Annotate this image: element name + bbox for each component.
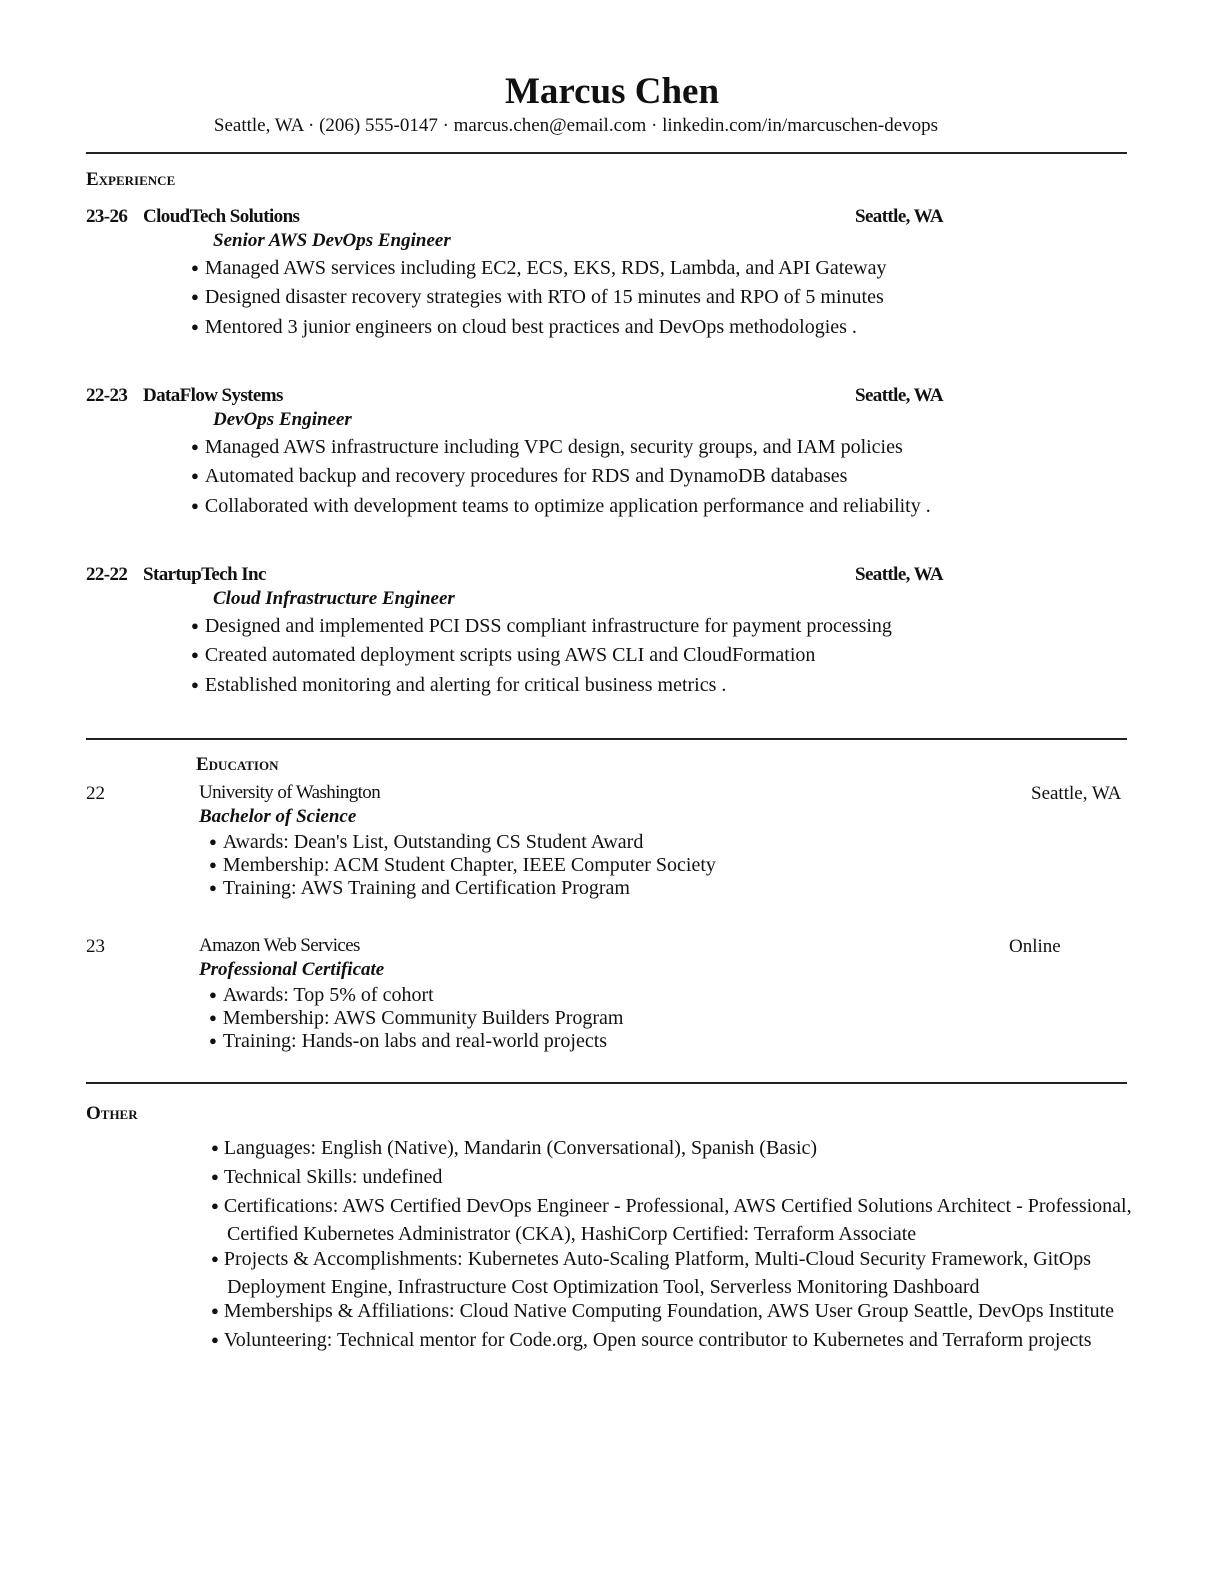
education-degree: Professional Certificate (199, 959, 385, 980)
job-bullet: ● Collaborated with development teams to optimize application performance and reliability . (191, 494, 931, 520)
education-bullet: ● Membership: ACM Student Chapter, IEEE Computer Society (209, 853, 716, 879)
job-role: Senior AWS DevOps Engineer (213, 230, 451, 251)
education-bullet: ● Awards: Dean's List, Outstanding CS Student Award (209, 830, 643, 856)
job-bullet: ● Managed AWS services including EC2, ECS, EKS, RDS, Lambda, and API Gateway (191, 256, 887, 282)
education-bullet: ● Training: Hands-on labs and real-world projects (209, 1029, 607, 1055)
education-degree: Bachelor of Science (199, 806, 357, 827)
job-role: Cloud Infrastructure Engineer (213, 588, 455, 609)
job-bullet: ● Established monitoring and alerting for critical business metrics . (191, 673, 726, 699)
job-bullet: ● Mentored 3 junior engineers on cloud best practices and DevOps methodologies . (191, 315, 857, 341)
job-bullet: ● Automated backup and recovery procedures for RDS and DynamoDB databases (191, 464, 847, 490)
contact-line: Seattle, WA · (206) 555-0147 · marcus.chen@email.com · linkedin.com/in/marcuschen-devops (213, 115, 939, 136)
candidate-name: Marcus Chen (504, 71, 720, 112)
other-item-certifications: ● Certifications: AWS Certified DevOps Engineer - Professional, AWS Certified Solutions Architect - Professional, Certified Kubernetes Administrator (CKA), HashiCorp Certified: Terraform Associate (211, 1193, 1137, 1247)
education-location: Online (1009, 936, 1061, 957)
job-company: StartupTech Inc (143, 564, 266, 585)
job-location: Seattle, WA (855, 385, 944, 406)
other-item-technical-skills: ● Technical Skills: undefined (211, 1164, 1137, 1192)
education-bullet: ● Membership: AWS Community Builders Program (209, 1006, 623, 1032)
job-dates: 22-22 (86, 564, 128, 585)
job-role: DevOps Engineer (213, 409, 352, 430)
education-heading: Education (196, 754, 279, 775)
job-bullet: ● Designed disaster recovery strategies with RTO of 15 minutes and RPO of 5 minutes (191, 285, 884, 311)
job-location: Seattle, WA (855, 564, 944, 585)
job-dates: 23-26 (86, 206, 128, 227)
job-bullet: ● Managed AWS infrastructure including VPC design, security groups, and IAM policies (191, 435, 903, 461)
education-bullet: ● Awards: Top 5% of cohort (209, 983, 434, 1009)
other-item-languages: ● Languages: English (Native), Mandarin (Conversational), Spanish (Basic) (211, 1135, 1137, 1163)
job-company: DataFlow Systems (143, 385, 283, 406)
job-bullet: ● Designed and implemented PCI DSS compliant infrastructure for payment processing (191, 614, 892, 640)
header-divider (86, 152, 1127, 154)
other-item-memberships: ● Memberships & Affiliations: Cloud Native Computing Foundation, AWS User Group Seattle, DevOps Institute (211, 1298, 1137, 1326)
experience-heading: Experience (86, 169, 176, 190)
education-divider (86, 1082, 1127, 1084)
education-bullet: ● Training: AWS Training and Certification Program (209, 876, 630, 902)
education-institution: Amazon Web Services (199, 935, 360, 956)
other-item-projects: ● Projects & Accomplishments: Kubernetes Auto-Scaling Platform, Multi-Cloud Security Framework, GitOps Deployment Engine, Infrastructure Cost Optimization Tool, Serverless Monitoring Dashboard (211, 1246, 1137, 1300)
other-heading: Other (86, 1103, 138, 1124)
education-location: Seattle, WA (1031, 783, 1122, 804)
education-institution: University of Washington (199, 782, 381, 803)
job-dates: 22-23 (86, 385, 128, 406)
other-item-volunteering: ● Volunteering: Technical mentor for Code.org, Open source contributor to Kubernetes and Terraform projects (211, 1327, 1137, 1355)
education-year: 22 (86, 783, 105, 804)
job-bullet: ● Created automated deployment scripts using AWS CLI and CloudFormation (191, 643, 815, 669)
experience-divider (86, 738, 1127, 740)
education-year: 23 (86, 936, 105, 957)
job-location: Seattle, WA (855, 206, 944, 227)
job-company: CloudTech Solutions (143, 206, 300, 227)
